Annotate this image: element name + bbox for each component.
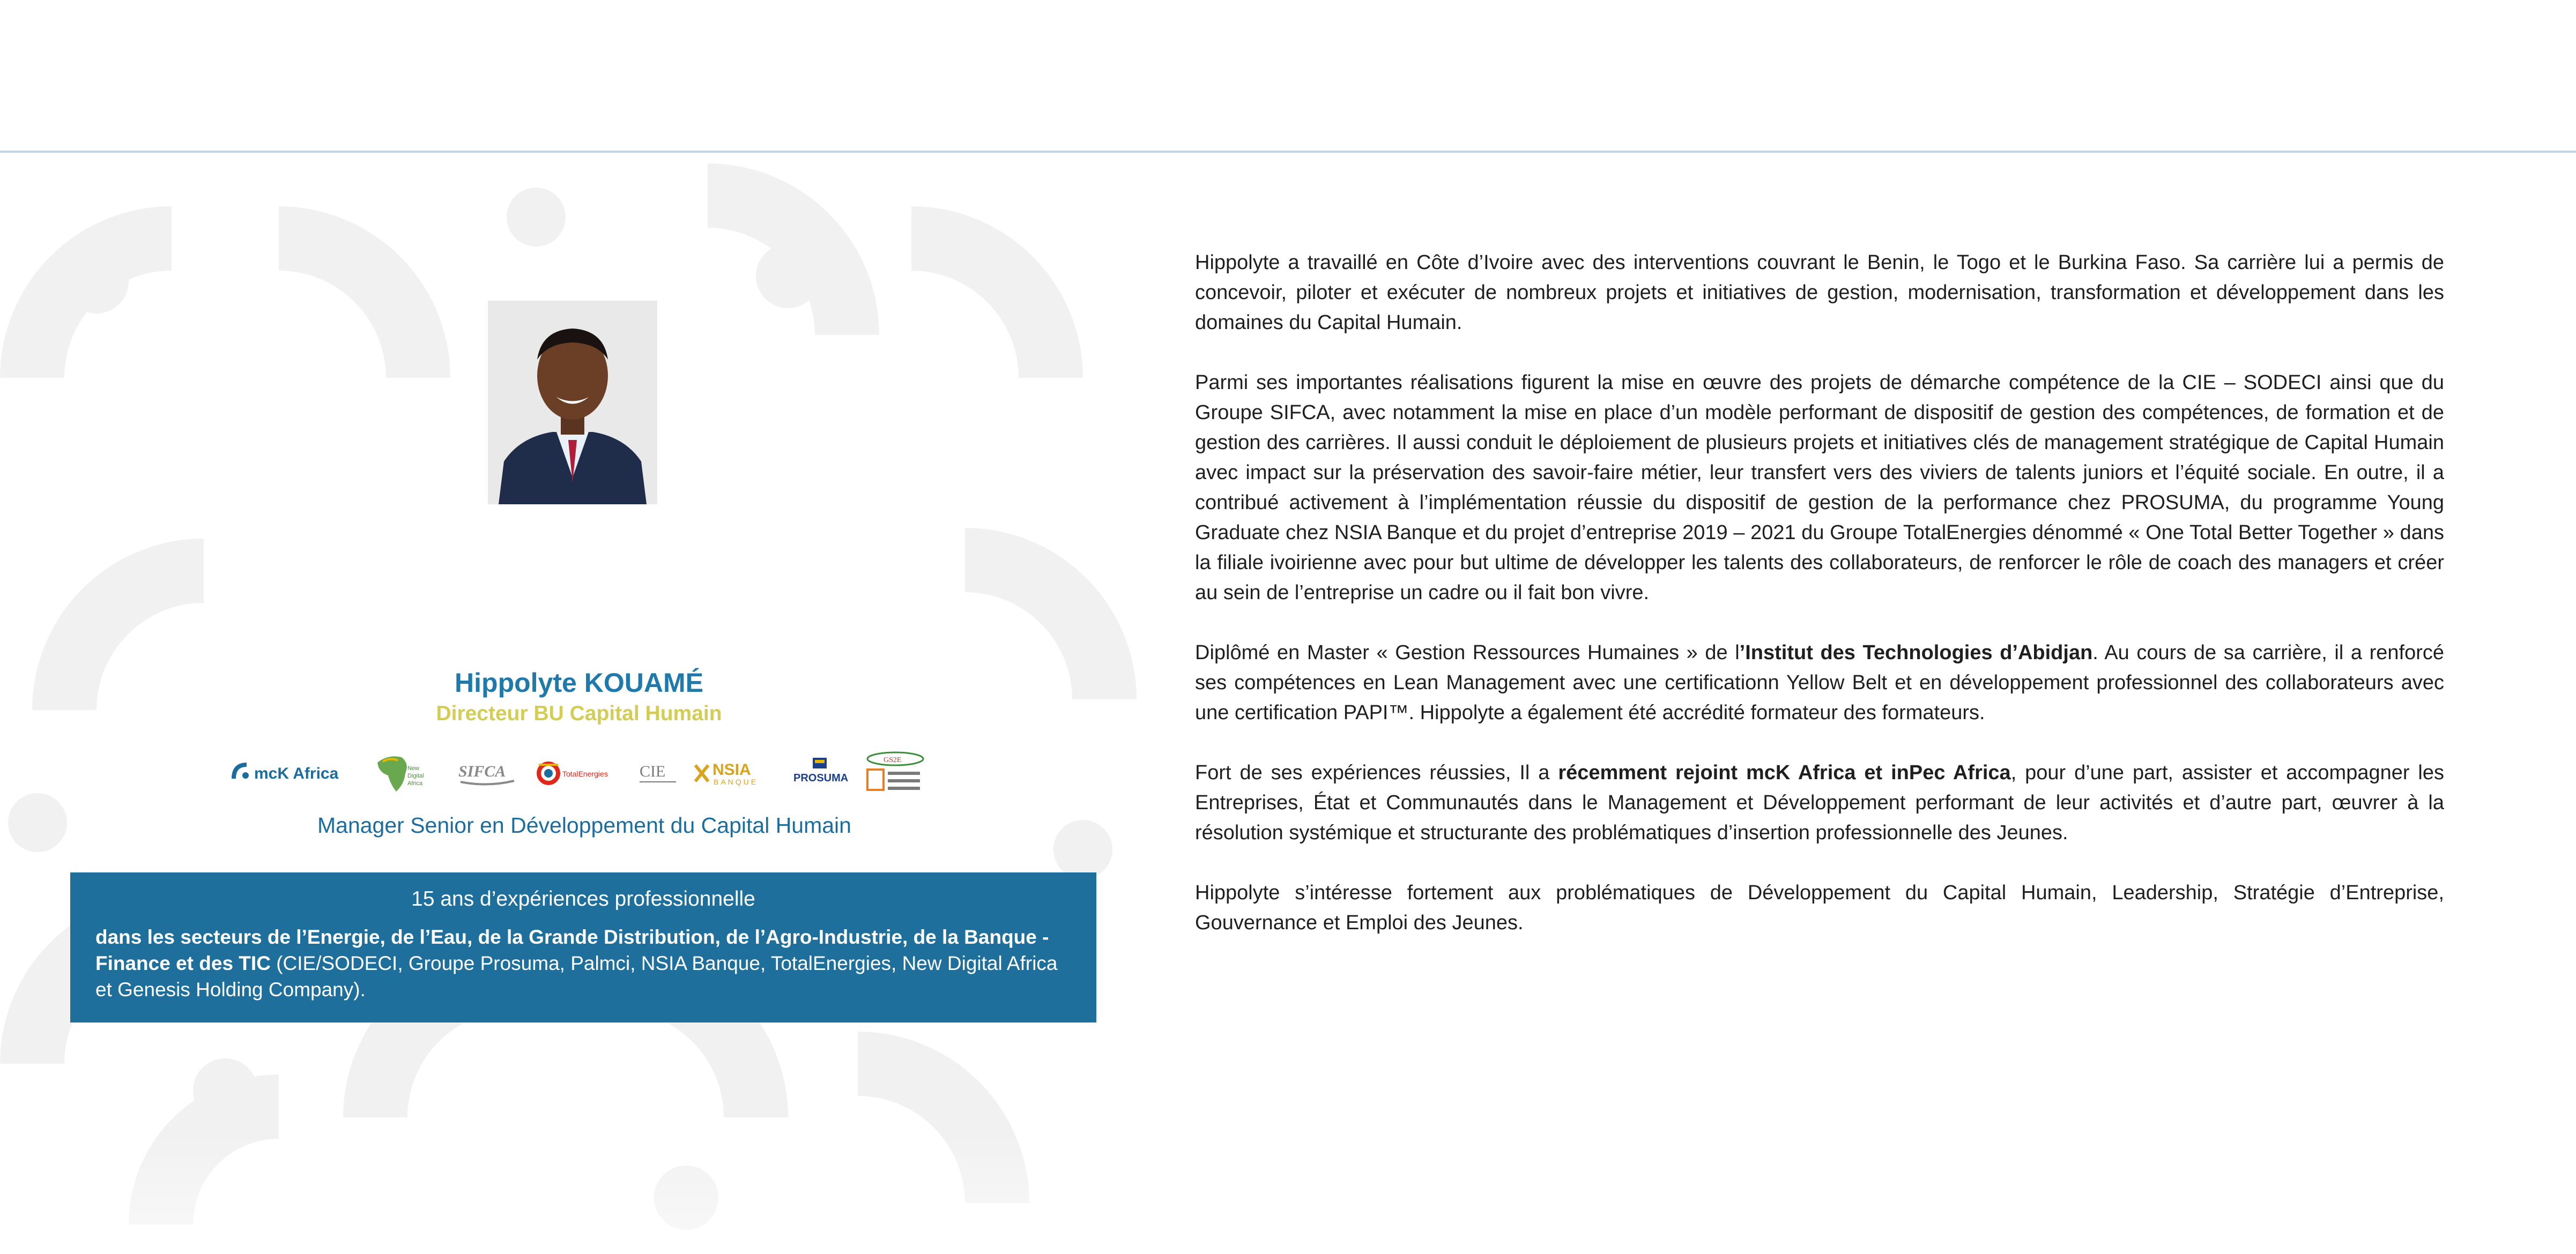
profile-photo — [488, 301, 657, 504]
biography — [1195, 248, 2444, 968]
bio-p4-text-c: , pour d’une part, assister et accompagner les Entreprises, État et Communautés dans le Management et Développement performant de leur activités et d’autre part, œuvrer à la résolution systémique et structurante des problématiques d’insertion professionnelle des Jeunes. — [1195, 762, 2444, 844]
svg-text:New: New — [407, 765, 420, 772]
svg-text:Digital: Digital — [407, 772, 424, 779]
bio-paragraph-5: Hippolyte s’intéresse fortement aux problématiques de Développement du Capital Humain, Leadership, Stratégie d’Entreprise, Gouvernance et Emploi des Jeunes. — [1195, 882, 2444, 934]
profile-role: Directeur BU Capital Humain — [436, 702, 722, 725]
bio-paragraph-2: Parmi ses importantes réalisations figurent la mise en œuvre des projets de démarche compétence de la CIE – SODECI ainsi que du Groupe SIFCA, avec notamment la mise en place d’un modèle performant de dispositif de gestion des compétences, de formation et de gestion des carrières. Il aussi conduit le déploiement de plusieurs projets et initiatives clés de management stratégique de Capital Humain avec impact sur la préservation des savoir-faire métier, leur transfert vers des viviers de talents juniors et l’équité sociale. En outre, il a contribué activement à l’implémentation réussie du dispositif de gestion de la performance chez PROSUMA, du programme Young Graduate chez NSIA Banque et du projet d’entreprise 2019 – 2021 du Groupe TotalEnergies dénommé « One Total Better Together » dans la filiale ivoirienne avec pour but ultime de développer les talents des collaborateurs, de renforcer le rôle de coach des managers et créer au sein de l’entreprise un cadre ou il fait bon vivre. — [1195, 371, 2444, 604]
panel-fade — [0, 1133, 1139, 1254]
bio-p3-text-a: Diplômé en Master « Gestion Ressources Humaines » de l — [1195, 641, 1740, 664]
svg-text:GS2E: GS2E — [883, 756, 902, 764]
bio-p4-text-a: Fort de ses expériences réussies, Il a — [1195, 762, 1558, 784]
svg-text:BANQUE: BANQUE — [714, 777, 759, 786]
client-logos — [231, 748, 927, 798]
svg-text:NSIA: NSIA — [712, 760, 752, 779]
svg-text:TotalEnergies: TotalEnergies — [562, 769, 608, 778]
nsia-logo — [692, 755, 778, 792]
bio-paragraph-1: Hippolyte a travaillé en Côte d’Ivoire avec des interventions couvrant le Benin, le Togo et le Burkina Faso. Sa carrière lui a permis de concevoir, piloter et exécuter de nombreux projets et initiatives de gestion, modernisation, transformation et développement dans les domaines du Capital Humain. — [1195, 251, 2444, 334]
cie-logo — [636, 757, 679, 789]
profile-subtitle: Manager Senior en Développement du Capital Humain — [317, 813, 851, 838]
bio-paragraph-3 — [1195, 638, 2444, 728]
bio-institution: ’Institut des Technologies d’Abidjan — [1739, 641, 2093, 664]
sifca-logo — [455, 757, 519, 789]
experience-companies: (CIE/SODECI, Groupe Prosuma, Palmci, NSIA Banque, TotalEnergies, New Digital Africa et Genesis Holding Company). — [95, 952, 1058, 1001]
bio-recent-join: récemment rejoint mcK Africa et inPec Africa — [1558, 762, 2011, 784]
africa-map-logo — [372, 752, 442, 795]
bio-p3-text-c: . Au cours de sa carrière, il a renforcé ses compétences en Lean Management avec une certificationn Yellow Belt et en développement professionnel des collaborateurs avec une certification PAPI™. Hippolyte a également été accrédité formateur des formateurs. — [1195, 641, 2444, 724]
prosuma-logo — [791, 755, 850, 792]
svg-text:Africa: Africa — [407, 780, 423, 787]
gs2e-logo — [863, 750, 927, 796]
svg-text:PROSUMA: PROSUMA — [793, 772, 848, 784]
profile-name: Hippolyte KOUAMÉ — [455, 668, 703, 698]
svg-text:CIE: CIE — [640, 762, 666, 780]
profile-panel — [0, 153, 1139, 1254]
svg-text:SIFCA: SIFCA — [458, 762, 506, 780]
experience-title: 15 ans d’expériences professionnelle — [411, 887, 755, 910]
experience-text — [95, 924, 1071, 1003]
svg-text:mcK Africa: mcK Africa — [254, 764, 339, 782]
totalenergies-logo — [532, 757, 623, 789]
bio-paragraph-4 — [1195, 758, 2444, 848]
experience-sectors: dans les secteurs de l’Energie, de l’Eau, de la Grande Distribution, de l’Agro-Industrie, de la Banque - Finance et des TIC — [95, 926, 1049, 974]
mck-africa-logo — [231, 757, 359, 789]
experience-box — [70, 872, 1096, 1022]
